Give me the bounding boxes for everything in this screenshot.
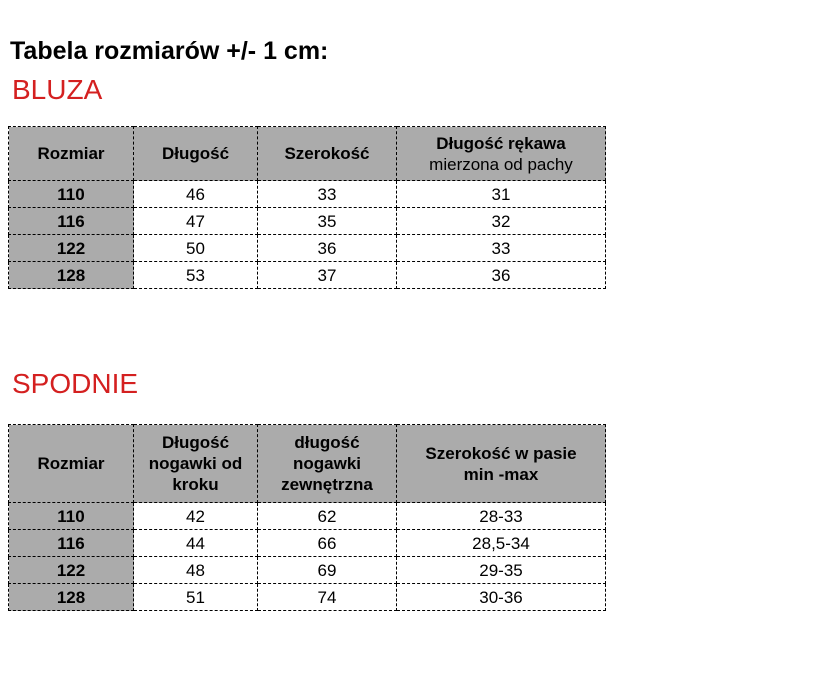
cell-size: 116 <box>9 208 134 235</box>
cell-size: 122 <box>9 557 134 584</box>
column-header-line-2: nogawki od <box>148 454 243 473</box>
cell-value: 31 <box>397 181 606 208</box>
column-header-line-1: Rozmiar <box>37 144 105 163</box>
column-header-line-1: Szerokość <box>284 144 370 163</box>
column-header-line-1: Długość <box>161 433 230 452</box>
size-table-bluza <box>8 126 606 289</box>
table-row <box>9 503 606 530</box>
cell-size: 128 <box>9 262 134 289</box>
column-header-rozmiar <box>9 425 134 503</box>
column-header-line-2: mierzona od pachy <box>429 154 573 174</box>
column-header-szerokosc <box>258 127 397 181</box>
cell-value: 28-33 <box>397 503 606 530</box>
cell-value: 33 <box>397 235 606 262</box>
cell-size: 128 <box>9 584 134 611</box>
column-header-line-3: zewnętrzna <box>281 475 373 494</box>
column-header-szerokosc-w-pasie <box>397 425 606 503</box>
column-header-line-1: Szerokość w pasie <box>425 443 577 463</box>
cell-value: 36 <box>397 262 606 289</box>
page-title: Tabela rozmiarów +/- 1 cm: <box>10 37 329 65</box>
table-row <box>9 584 606 611</box>
column-header-dlugosc <box>134 127 258 181</box>
cell-value: 37 <box>258 262 397 289</box>
column-header-line-3: kroku <box>172 475 219 494</box>
cell-value: 74 <box>258 584 397 611</box>
cell-value: 36 <box>258 235 397 262</box>
cell-value: 42 <box>134 503 258 530</box>
column-header-line-2: nogawki <box>292 454 361 473</box>
size-table-spodnie <box>8 424 606 611</box>
cell-size: 116 <box>9 530 134 557</box>
column-header-line-1: Długość rękawa <box>436 133 566 153</box>
column-header-line-1: Długość <box>161 144 230 163</box>
column-header-line-2: min -max <box>463 464 539 484</box>
cell-value: 51 <box>134 584 258 611</box>
cell-value: 66 <box>258 530 397 557</box>
column-header-dlugosc-rekawa <box>397 127 606 181</box>
table-row <box>9 208 606 235</box>
cell-value: 50 <box>134 235 258 262</box>
cell-value: 47 <box>134 208 258 235</box>
cell-value: 35 <box>258 208 397 235</box>
table-row <box>9 235 606 262</box>
column-header-line-1: długość <box>294 433 360 452</box>
table-row <box>9 530 606 557</box>
cell-size: 110 <box>9 503 134 530</box>
cell-value: 33 <box>258 181 397 208</box>
cell-value: 44 <box>134 530 258 557</box>
cell-value: 29-35 <box>397 557 606 584</box>
table-row <box>9 262 606 289</box>
table-row <box>9 181 606 208</box>
column-header-dlugosc-nogawki-od-kroku <box>134 425 258 503</box>
column-header-line-1: Rozmiar <box>37 454 105 473</box>
cell-value: 69 <box>258 557 397 584</box>
cell-value: 48 <box>134 557 258 584</box>
table-header-row <box>9 425 606 503</box>
column-header-rozmiar <box>9 127 134 181</box>
table-row <box>9 557 606 584</box>
column-header-dlugosc-nogawki-zewnetrzna <box>258 425 397 503</box>
cell-value: 53 <box>134 262 258 289</box>
cell-value: 62 <box>258 503 397 530</box>
cell-value: 32 <box>397 208 606 235</box>
cell-size: 110 <box>9 181 134 208</box>
table-header-row <box>9 127 606 181</box>
section-heading-bluza: BLUZA <box>12 74 103 105</box>
cell-value: 46 <box>134 181 258 208</box>
cell-size: 122 <box>9 235 134 262</box>
section-heading-spodnie: SPODNIE <box>12 368 139 399</box>
cell-value: 30-36 <box>397 584 606 611</box>
cell-value: 28,5-34 <box>397 530 606 557</box>
